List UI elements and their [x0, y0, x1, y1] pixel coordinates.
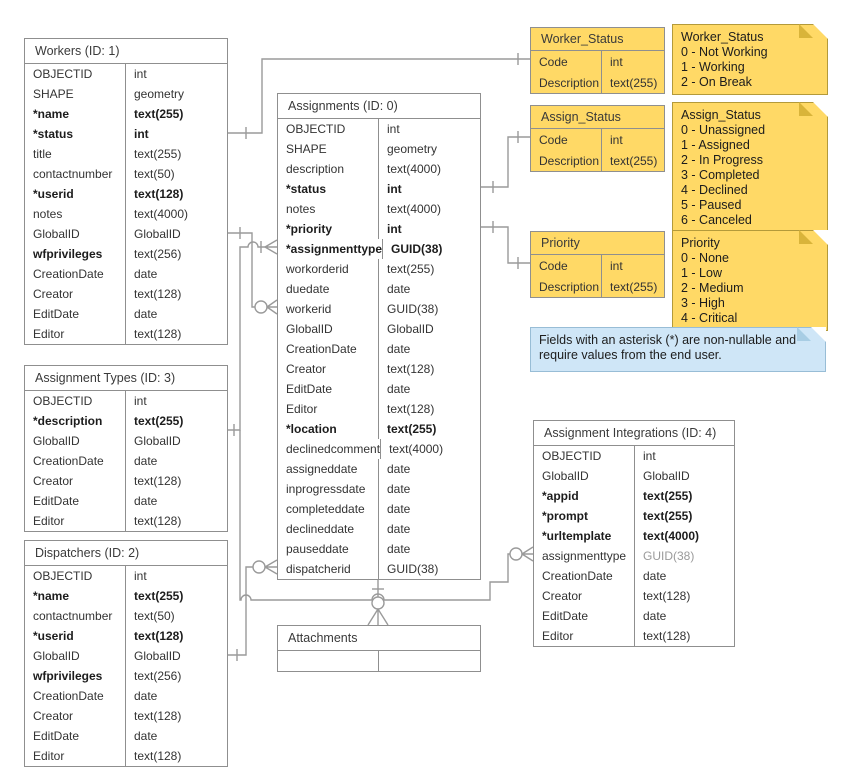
rel-assignments-attachments: [368, 577, 388, 625]
field-row: [531, 72, 664, 93]
field-row: [278, 419, 480, 439]
field-row: [25, 566, 227, 586]
field-type: text(256): [134, 669, 182, 683]
field-name: pauseddate: [278, 539, 379, 559]
field-name: EditDate: [25, 491, 126, 511]
note-line: 1 - Working: [681, 60, 745, 74]
field-type: date: [387, 482, 411, 496]
field-type: text(255): [134, 107, 184, 121]
field-row: [25, 511, 227, 531]
rel-dispatchers-globalid-assignments-dispatcherid: [228, 560, 277, 661]
field-type: GlobalID: [643, 469, 690, 483]
field-row: [278, 499, 480, 519]
field-name: wfprivileges: [25, 666, 126, 686]
field-row: [25, 324, 227, 344]
field-type: text(128): [134, 474, 182, 488]
table-assignment-integrations[interactable]: [533, 420, 735, 647]
field-type: text(128): [134, 749, 182, 763]
field-name: GlobalID: [278, 319, 379, 339]
field-type: int: [610, 54, 623, 69]
field-row: [534, 566, 734, 586]
note-line: 3 - Completed: [681, 168, 760, 182]
note-line: Priority: [681, 236, 720, 250]
field-name: Editor: [278, 399, 379, 419]
crowfoot-icon: [265, 240, 277, 254]
field-type: date: [643, 609, 667, 623]
field-name: Creator: [534, 586, 635, 606]
field-row: [278, 359, 480, 379]
field-type: int: [134, 67, 147, 81]
note-line: 2 - On Break: [681, 75, 752, 89]
field-row: [278, 379, 480, 399]
field-type: geometry: [387, 142, 438, 156]
field-row: [278, 119, 480, 139]
field-type: date: [643, 569, 667, 583]
note-line: Worker_Status: [681, 30, 764, 44]
table-body: [25, 391, 227, 531]
field-type: text(255): [643, 489, 693, 503]
note-line: 4 - Critical: [681, 311, 738, 325]
table-title: Assignment Integrations (ID: 4): [534, 421, 734, 446]
field-row: [278, 439, 480, 459]
field-row: [531, 255, 664, 276]
field-row: [278, 479, 480, 499]
field-row: [278, 239, 480, 259]
field-type: text(255): [134, 147, 182, 161]
field-type: text(128): [134, 514, 182, 528]
table-body: [278, 119, 480, 579]
field-name: Description: [531, 276, 602, 297]
field-row: [25, 646, 227, 666]
table-body: [534, 446, 734, 646]
field-name: GlobalID: [25, 646, 126, 666]
field-type: text(128): [134, 187, 184, 201]
field-name: assigneddate: [278, 459, 379, 479]
field-row: [534, 506, 734, 526]
field-row: [278, 651, 480, 671]
field-row: [25, 184, 227, 204]
field-row: [278, 259, 480, 279]
field-row: [25, 411, 227, 431]
field-name: declineddate: [278, 519, 379, 539]
field-row: [25, 144, 227, 164]
field-name: contactnumber: [25, 606, 126, 626]
field-name: description: [278, 159, 379, 179]
field-type: text(128): [643, 589, 691, 603]
field-name: Creator: [25, 284, 126, 304]
table-title: Attachments: [278, 626, 480, 651]
field-row: [278, 159, 480, 179]
field-type: GUID(38): [387, 302, 439, 316]
field-row: [25, 304, 227, 324]
field-row: [278, 279, 480, 299]
table-assignment-types[interactable]: [24, 365, 228, 532]
field-row: [25, 451, 227, 471]
field-type: date: [387, 542, 411, 556]
zero-circle-icon: [255, 301, 267, 313]
field-name: *appid: [534, 486, 635, 506]
field-row: [25, 626, 227, 646]
note-text: Fields with an asterisk (*) are non-nullable and require values from the end user.: [539, 333, 797, 362]
note-line: 1 - Assigned: [681, 138, 750, 152]
field-type: date: [387, 522, 411, 536]
field-name: EditDate: [25, 726, 126, 746]
field-name: CreationDate: [25, 686, 126, 706]
field-name: duedate: [278, 279, 379, 299]
field-type: date: [387, 462, 411, 476]
field-name: *priority: [278, 219, 379, 239]
note-line: 1 - Low: [681, 266, 722, 280]
field-name: CreationDate: [278, 339, 379, 359]
field-row: [278, 399, 480, 419]
field-row: [278, 199, 480, 219]
table-attachments[interactable]: [277, 625, 481, 672]
field-row: [531, 150, 664, 171]
field-row: [531, 51, 664, 72]
field-type: text(128): [643, 629, 691, 643]
field-type: text(128): [134, 629, 184, 643]
note-line: 0 - None: [681, 251, 729, 265]
field-row: [278, 219, 480, 239]
field-name: *name: [25, 586, 126, 606]
crowfoot-icon: [267, 300, 277, 314]
field-row: [25, 431, 227, 451]
field-name: OBJECTID: [534, 446, 635, 466]
field-type: date: [387, 342, 411, 356]
field-name: completeddate: [278, 499, 379, 519]
table-body: [25, 566, 227, 766]
field-row: [25, 706, 227, 726]
field-type: text(128): [134, 327, 182, 341]
field-type: date: [134, 454, 158, 468]
field-type: text(255): [610, 75, 658, 90]
table-title: Assign_Status: [531, 106, 664, 129]
field-name: Description: [531, 150, 602, 171]
table-body: [531, 255, 664, 297]
field-type: GUID(38): [391, 242, 443, 256]
note-line: 2 - In Progress: [681, 153, 763, 167]
field-name: notes: [25, 204, 126, 224]
field-row: [278, 559, 480, 579]
field-row: [25, 284, 227, 304]
note-line: 4 - Declined: [681, 183, 748, 197]
field-name: CreationDate: [25, 264, 126, 284]
field-row: [278, 179, 480, 199]
table-title: Worker_Status: [531, 28, 664, 51]
field-name: workorderid: [278, 259, 379, 279]
field-row: [534, 466, 734, 486]
field-name: declinedcomment: [278, 439, 381, 459]
table-body: [25, 64, 227, 344]
field-row: [25, 491, 227, 511]
field-name: Description: [531, 72, 602, 93]
field-row: [25, 586, 227, 606]
table-title: Dispatchers (ID: 2): [25, 541, 227, 566]
field-name: Editor: [25, 511, 126, 531]
field-name: Creator: [25, 471, 126, 491]
field-name: Code: [531, 129, 602, 150]
field-row: [278, 339, 480, 359]
field-name: *assignmenttype: [278, 239, 383, 259]
field-name: *urltemplate: [534, 526, 635, 546]
rel-assignments-status-assignstatus: [481, 131, 530, 193]
field-name: Creator: [25, 706, 126, 726]
table-dispatchers[interactable]: [24, 540, 228, 767]
field-row: [534, 446, 734, 466]
field-name: EditDate: [534, 606, 635, 626]
field-type: text(255): [134, 589, 184, 603]
field-row: [25, 84, 227, 104]
note-line: 3 - High: [681, 296, 725, 310]
field-name: SHAPE: [278, 139, 379, 159]
field-type: int: [610, 258, 623, 273]
table-body: [531, 129, 664, 171]
field-type: text(128): [134, 709, 182, 723]
field-name: EditDate: [278, 379, 379, 399]
field-row: [25, 471, 227, 491]
field-row: [534, 486, 734, 506]
field-type: text(255): [134, 414, 184, 428]
field-type: GlobalID: [134, 227, 181, 241]
field-type: text(4000): [134, 207, 189, 221]
field-type: int: [134, 127, 149, 141]
field-type: text(4000): [389, 442, 444, 456]
field-name: assignmenttype: [534, 546, 635, 566]
field-name: wfprivileges: [25, 244, 126, 264]
note-line: Assign_Status: [681, 108, 761, 122]
field-row: [278, 459, 480, 479]
field-row: [25, 726, 227, 746]
field-name: *userid: [25, 626, 126, 646]
field-name: OBJECTID: [278, 119, 379, 139]
note-line: 5 - Paused: [681, 198, 742, 212]
crowfoot-icon: [522, 547, 533, 561]
field-type: date: [387, 282, 411, 296]
field-name: GlobalID: [25, 431, 126, 451]
field-row: [25, 264, 227, 284]
table-priority[interactable]: [530, 231, 665, 298]
field-name: CreationDate: [534, 566, 635, 586]
field-type: text(255): [387, 262, 435, 276]
note-assign-status-values: [672, 102, 828, 233]
field-type: text(4000): [387, 202, 442, 216]
zero-circle-icon: [510, 548, 522, 560]
field-name: OBJECTID: [25, 566, 126, 586]
field-type: text(128): [387, 402, 435, 416]
field-type: text(4000): [643, 529, 700, 543]
field-name: GlobalID: [25, 224, 126, 244]
field-type: text(255): [387, 422, 437, 436]
field-type: text(255): [610, 153, 658, 168]
field-row: [278, 299, 480, 319]
field-row: [534, 606, 734, 626]
field-name: *description: [25, 411, 126, 431]
field-row: [25, 164, 227, 184]
zero-circle-icon: [253, 561, 265, 573]
field-row: [531, 276, 664, 297]
field-name: workerid: [278, 299, 379, 319]
field-type: int: [134, 394, 147, 408]
note-line: 0 - Not Working: [681, 45, 768, 59]
table-title: Assignments (ID: 0): [278, 94, 480, 119]
field-type: text(4000): [387, 162, 442, 176]
field-row: [25, 606, 227, 626]
field-name: inprogressdate: [278, 479, 379, 499]
field-row: [534, 526, 734, 546]
field-name: *userid: [25, 184, 126, 204]
field-row: [25, 666, 227, 686]
field-type: GUID(38): [387, 562, 439, 576]
field-type: date: [134, 729, 158, 743]
field-type: geometry: [134, 87, 185, 101]
field-name: GlobalID: [534, 466, 635, 486]
field-type: text(255): [643, 509, 693, 523]
rel-workers-globalid-assignments-workerid: [228, 227, 277, 314]
field-name: *status: [25, 124, 126, 144]
field-type: text(255): [610, 279, 658, 294]
table-assignments[interactable]: [277, 93, 481, 580]
field-row: [278, 539, 480, 559]
table-body: [278, 651, 480, 671]
field-name: OBJECTID: [25, 391, 126, 411]
note-asterisk-explanation: [530, 327, 826, 372]
field-row: [25, 104, 227, 124]
field-row: [25, 686, 227, 706]
field-name: *name: [25, 104, 126, 124]
rel-assignmenttypes-globalid-assignments-assignmenttype: [228, 240, 277, 436]
field-name: *status: [278, 179, 379, 199]
field-type: int: [134, 569, 147, 583]
field-row: [534, 546, 734, 566]
field-type: GlobalID: [387, 322, 434, 336]
note-line: 2 - Medium: [681, 281, 744, 295]
field-name: EditDate: [25, 304, 126, 324]
field-type: text(256): [134, 247, 182, 261]
table-title: Workers (ID: 1): [25, 39, 227, 64]
field-name: Creator: [278, 359, 379, 379]
field-type: GUID(38): [643, 549, 695, 563]
field-type: int: [387, 222, 402, 236]
crowfoot-icon: [265, 560, 277, 574]
field-type: GlobalID: [134, 649, 181, 663]
field-type: text(50): [134, 609, 175, 623]
field-name: Code: [531, 51, 602, 72]
field-row: [531, 129, 664, 150]
field-name: [278, 651, 379, 671]
field-type: int: [387, 122, 400, 136]
field-type: text(128): [387, 362, 435, 376]
table-body: [531, 51, 664, 93]
field-type: int: [387, 182, 402, 196]
field-name: notes: [278, 199, 379, 219]
rel-assignments-priority-priority: [481, 221, 530, 269]
field-row: [25, 224, 227, 244]
table-workers[interactable]: [24, 38, 228, 345]
field-type: date: [134, 307, 158, 321]
table-assign-status[interactable]: [530, 105, 665, 172]
field-type: date: [134, 267, 158, 281]
field-row: [25, 64, 227, 84]
note-worker-status-values: [672, 24, 828, 95]
field-name: Code: [531, 255, 602, 276]
field-name: title: [25, 144, 126, 164]
field-type: date: [134, 494, 158, 508]
table-worker-status[interactable]: [530, 27, 665, 94]
field-type: text(128): [134, 287, 182, 301]
field-row: [534, 626, 734, 646]
field-row: [278, 519, 480, 539]
field-name: Editor: [534, 626, 635, 646]
field-row: [25, 204, 227, 224]
field-row: [25, 244, 227, 264]
field-name: dispatcherid: [278, 559, 379, 579]
table-title: Assignment Types (ID: 3): [25, 366, 227, 391]
field-type: date: [387, 502, 411, 516]
field-type: GlobalID: [134, 434, 181, 448]
field-name: SHAPE: [25, 84, 126, 104]
field-name: CreationDate: [25, 451, 126, 471]
field-row: [534, 586, 734, 606]
field-name: *location: [278, 419, 379, 439]
note-line: 6 - Canceled: [681, 213, 752, 227]
field-row: [25, 124, 227, 144]
field-name: Editor: [25, 746, 126, 766]
note-line: 0 - Unassigned: [681, 123, 766, 137]
field-type: date: [134, 689, 158, 703]
field-type: int: [610, 132, 623, 147]
field-type: int: [643, 449, 656, 463]
field-name: contactnumber: [25, 164, 126, 184]
field-row: [25, 391, 227, 411]
table-title: Priority: [531, 232, 664, 255]
field-type: text(50): [134, 167, 175, 181]
crowfoot-icon: [368, 609, 388, 625]
zero-circle-icon: [372, 597, 384, 609]
field-name: *prompt: [534, 506, 635, 526]
field-type: date: [387, 382, 411, 396]
field-row: [278, 139, 480, 159]
field-name: OBJECTID: [25, 64, 126, 84]
note-priority-values: [672, 230, 828, 331]
field-name: Editor: [25, 324, 126, 344]
field-row: [278, 319, 480, 339]
field-row: [25, 746, 227, 766]
